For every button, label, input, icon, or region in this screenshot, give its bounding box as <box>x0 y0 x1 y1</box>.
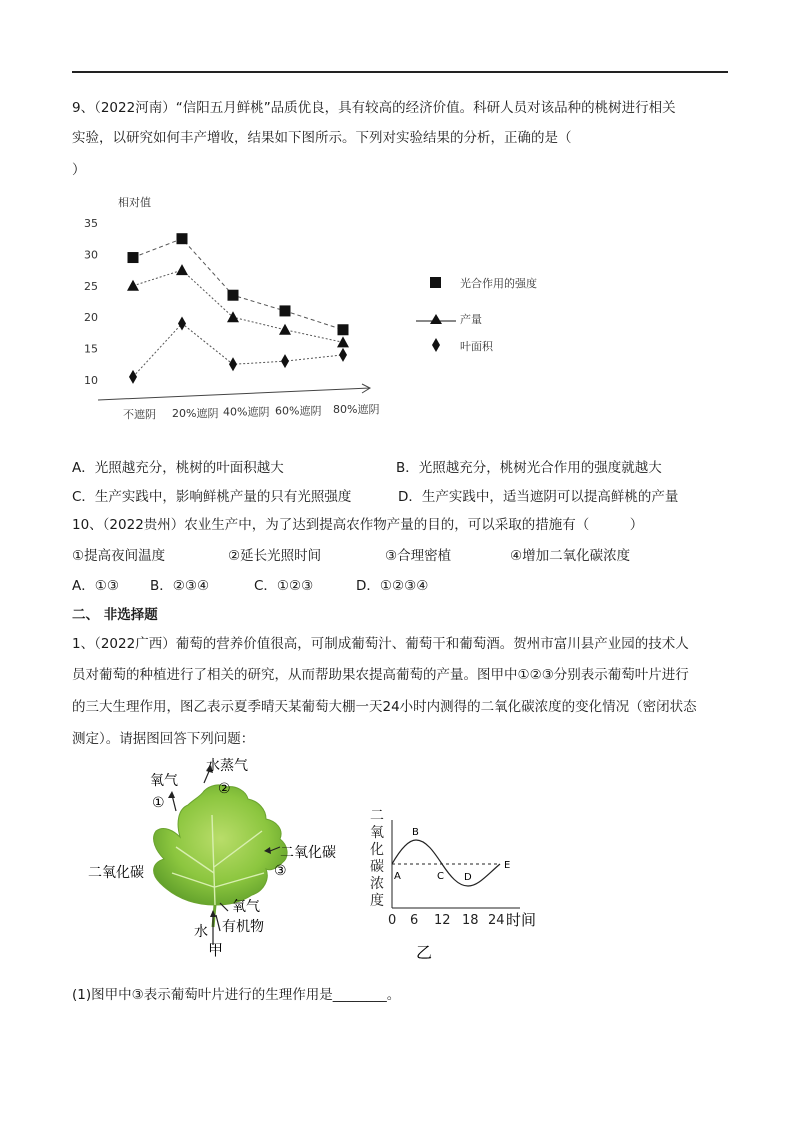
legend-diamond <box>432 338 440 352</box>
arrow-organic-out <box>216 915 220 931</box>
x-tick-label: 80%遮阴 <box>333 403 380 417</box>
legend-label: 叶面积 <box>460 340 493 353</box>
point-square <box>177 233 188 244</box>
point-c: C <box>437 871 444 882</box>
yi-co2-curve <box>392 840 500 886</box>
label-co2-right: 二氧化碳 <box>280 845 336 861</box>
yi-x-tick: 0 <box>388 913 397 928</box>
legend-label: 产量 <box>460 313 482 326</box>
q10-choice-4: ④增加二氧化碳浓度 <box>510 548 631 564</box>
label-num3: ③ <box>274 863 287 879</box>
q1-line4: 测定）。请据图回答下列问题： <box>72 731 255 747</box>
q10-answer-a: A．①③ <box>72 578 119 594</box>
point-square <box>228 290 239 301</box>
point-triangle <box>227 311 239 322</box>
q10-choice-1: ①提高夜间温度 <box>72 548 166 564</box>
q1-line1: 1、（2022广西）葡萄的营养价值很高，可制成葡萄汁、葡萄干和葡萄酒。贺州市富川县产业园的技术人 <box>72 636 689 652</box>
caption-yi: 乙 <box>416 943 433 962</box>
q10-line1: 10、（2022贵州）农业生产中，为了达到提高农作物产量的目的，可以采取的措施有（ ） <box>72 517 644 533</box>
point-diamond <box>129 370 137 384</box>
yi-ylabel-char: 碳 <box>370 859 384 875</box>
label-oxygen-bottom: 氧气 <box>232 899 260 915</box>
q10-answer-d: D．①②③④ <box>356 578 429 594</box>
figure-yi <box>360 800 560 970</box>
q10-choice-2: ②延长光照时间 <box>228 548 322 564</box>
yi-xlabel: 时间 <box>506 911 537 929</box>
series-line <box>133 239 343 330</box>
point-diamond <box>339 348 347 362</box>
yi-x-tick: 24 <box>488 913 505 928</box>
q9-option-a: A．光照越充分，桃树的叶面积越大 <box>72 460 284 476</box>
chart-ylabel: 相对值 <box>118 196 151 209</box>
legend-label: 光合作用的强度 <box>460 277 537 290</box>
point-triangle <box>176 264 188 275</box>
point-triangle <box>279 324 291 335</box>
point-diamond <box>178 316 186 330</box>
point-triangle <box>127 280 139 291</box>
point-a: A <box>394 871 401 882</box>
y-tick-label: 35 <box>84 217 98 230</box>
label-num2: ② <box>218 781 231 797</box>
q9-option-d: D．生产实践中，适当遮阴可以提高鲜桃的产量 <box>398 489 679 505</box>
series-line <box>133 270 343 342</box>
q10-choice-3: ③合理密植 <box>385 548 452 564</box>
point-b: B <box>412 827 419 838</box>
x-axis <box>98 388 370 400</box>
label-water: 水 <box>194 924 208 940</box>
yi-ylabel-char: 度 <box>370 893 384 909</box>
y-tick-label: 15 <box>84 342 98 356</box>
point-diamond <box>281 354 289 368</box>
legend-square <box>430 277 441 288</box>
q10-answer-c: C．①②③ <box>254 578 314 594</box>
yi-ylabel-char: 浓 <box>370 876 384 892</box>
q9-line1: 9、（2022河南）“信阳五月鲜桃”品质优良，具有较高的经济价值。科研人员对该品种的桃树进行相关 <box>72 100 676 116</box>
q9-chart <box>70 190 570 430</box>
x-tick-label: 40%遮阴 <box>223 405 270 419</box>
point-e: E <box>504 860 511 871</box>
y-tick-label: 10 <box>84 374 98 387</box>
legend-triangle <box>430 314 442 324</box>
label-water-vapor: 水蒸气 <box>206 758 248 774</box>
section-title: 二、 非选择题 <box>72 607 158 623</box>
point-square <box>280 305 291 316</box>
x-tick-label: 不遮阴 <box>123 408 156 421</box>
figure-jia <box>80 755 360 965</box>
arrow-head <box>168 791 175 798</box>
q9-option-b: B．光照越充分，桃树光合作用的强度就越大 <box>396 460 662 476</box>
top-rule <box>72 71 728 73</box>
series-line <box>133 323 343 376</box>
q9-line2: 实验，以研究如何丰产增收，结果如下图所示。下列对实验结果的分析，正确的是（ <box>72 130 572 146</box>
q9-option-c: C．生产实践中，影响鲜桃产量的只有光照强度 <box>72 489 352 505</box>
label-organic: 有机物 <box>222 919 264 935</box>
x-tick-label: 60%遮阴 <box>275 404 322 418</box>
point-d: D <box>464 872 472 883</box>
label-co2-left: 二氧化碳 <box>88 865 144 881</box>
q9-line3: ） <box>72 162 86 178</box>
caption-jia: 甲 <box>208 941 224 959</box>
y-tick-label: 30 <box>84 248 98 262</box>
point-diamond <box>229 357 237 371</box>
yi-ylabel-char: 二 <box>370 808 384 824</box>
y-tick-label: 20 <box>84 311 98 325</box>
label-num1: ① <box>152 795 165 811</box>
yi-x-tick: 12 <box>434 913 451 928</box>
x-tick-label: 20%遮阴 <box>172 406 219 420</box>
point-square <box>338 324 349 335</box>
y-tick-label: 25 <box>84 279 98 293</box>
yi-ylabel-char: 氧 <box>370 825 384 841</box>
q1-line3: 的三大生理作用，图乙表示夏季晴天某葡萄大棚一天24小时内测得的二氧化碳浓度的变化情况（密闭状态 <box>72 699 697 715</box>
point-square <box>128 252 139 263</box>
q1-line2: 员对葡萄的种植进行了相关的研究，从而帮助果农提高葡萄的产量。图甲中①②③分别表示葡萄叶片进行 <box>72 667 689 683</box>
q10-answer-b: B．②③④ <box>150 578 210 594</box>
q1-sub1: (1)图甲中③表示葡萄叶片进行的生理作用是________。 <box>72 987 401 1003</box>
yi-x-tick: 18 <box>462 913 479 928</box>
yi-ylabel-char: 化 <box>370 842 384 858</box>
label-oxygen-top: 氧气 <box>150 773 178 789</box>
yi-x-tick: 6 <box>410 913 419 928</box>
